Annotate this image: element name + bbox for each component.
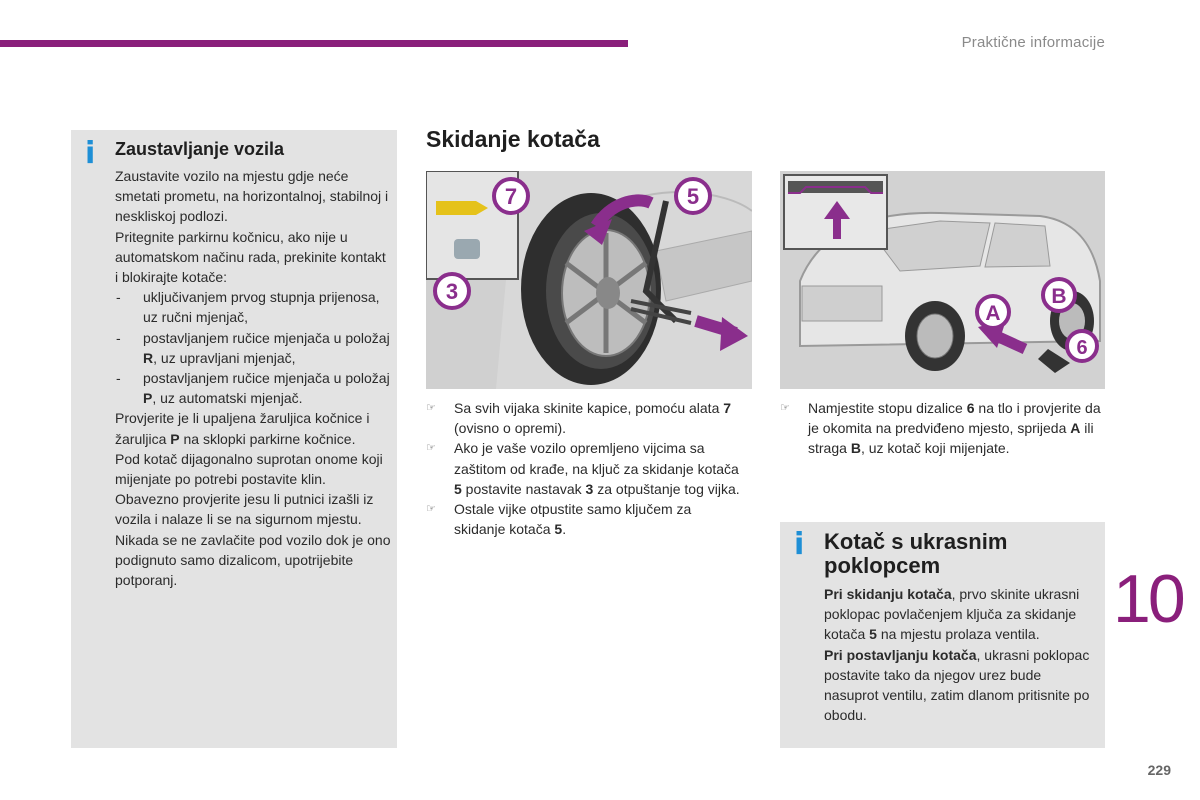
section-title: Skidanje kotača <box>426 126 600 152</box>
wheel-illustration-svg <box>426 171 752 389</box>
dash-text: postavljanjem ručice mjenjača u položaj <box>143 370 390 387</box>
bold-ref: P <box>143 390 153 407</box>
info-icon: i <box>794 527 805 562</box>
text: Namjestite stopu dizalice <box>808 400 967 416</box>
text: , uz kotač koji mijenjate. <box>860 440 1010 457</box>
dash-text: postavljanjem ručice mjenjača u položaj <box>143 329 390 346</box>
chapter-number: 10 <box>1113 561 1183 637</box>
text: za otpuštanje tog vijka. <box>593 480 740 497</box>
wheel-removal-steps <box>426 398 742 539</box>
paragraph: Pod kotač dijagonalno suprotan onome koji mijenjate po potrebi postavite klin. <box>115 450 383 488</box>
callout-label: 5 <box>686 184 700 209</box>
running-header: Praktične informacije <box>961 34 1105 51</box>
callout-label: 7 <box>504 184 518 209</box>
bold-lead: Pri skidanju kotača <box>824 586 952 602</box>
bold-ref: B <box>850 440 861 457</box>
paragraph <box>115 408 391 448</box>
callout-label: B <box>1051 285 1067 308</box>
dash-marker: - <box>116 329 121 346</box>
bold-ref: R <box>143 349 154 366</box>
text: postavite nastavak <box>461 480 586 497</box>
text: na tlo i provjerite da je okomita na predviđeno mjesto, sprijeda <box>808 400 1101 437</box>
paragraph: Nikada se ne zavlačite pod vozilo dok je ono podignuto samo dizalicom, upotrijebite potporanj. <box>115 531 391 589</box>
panel-title: Kotač s ukrasnim poklopcem <box>824 529 1008 578</box>
callout-label: A <box>985 302 1001 325</box>
pointing-hand-icon: ☞ <box>426 503 436 516</box>
info-icon: i <box>85 136 96 171</box>
bold-ref: 3 <box>585 480 594 497</box>
pointing-hand-icon: ☞ <box>780 402 790 414</box>
bullet-item <box>426 438 742 499</box>
dash-item <box>115 287 391 327</box>
dash-marker: - <box>116 370 121 387</box>
panel-title: Zaustavljanje vozila <box>115 139 285 159</box>
wheel-removal-illustration <box>426 171 752 389</box>
paragraph: Zaustavite vozilo na mjestu gdje neće smetati prometu, na horizontalnoj, stabilnoj i neskliskoj podlozi. <box>115 168 389 225</box>
pointing-hand-icon: ☞ <box>426 442 436 455</box>
bold-ref: 5 <box>554 521 563 538</box>
dash-item <box>115 368 391 408</box>
paragraph: Obavezno provjerite jesu li putnici izašli iz vozila i nalaze li se na sigurnom mjestu. <box>115 491 374 528</box>
bold-ref: 5 <box>454 480 462 497</box>
dash-text: , uz automatski mjenjač. <box>152 390 303 407</box>
dash-marker: - <box>116 289 121 306</box>
paragraph: Pritegnite parkirnu kočnicu, ako nije u automatskom načinu rada, prekinite kontakt i blokirajte kotače: <box>115 228 386 286</box>
text: na sklopki parkirne kočnice. <box>179 430 356 447</box>
jack-placement-steps <box>780 398 1102 459</box>
text: . <box>562 521 567 538</box>
bold-ref: 5 <box>869 626 877 643</box>
dash-item <box>115 328 391 368</box>
info-panel-stopping <box>71 130 397 748</box>
pointing-hand-icon: ☞ <box>426 402 436 414</box>
bold-lead: Pri postavljanju kotača <box>824 646 977 663</box>
panel-body <box>115 166 391 590</box>
bullet-item <box>780 398 1102 459</box>
info-panel-hubcap <box>780 522 1105 748</box>
dash-text: uključivanjem prvog stupnja prijenosa, uz ručni mjenjač, <box>143 289 380 326</box>
text: Ostale vijke otpustite samo ključem za skidanje kotača <box>454 501 692 538</box>
paragraph <box>824 584 1099 645</box>
bullet-item <box>426 398 742 438</box>
paragraph <box>824 645 1099 726</box>
text: ili straga <box>808 420 1094 457</box>
jack-position-illustration <box>780 171 1105 389</box>
text: Sa svih vijaka skinite kapice, pomoću alata <box>454 400 724 416</box>
text: Ako je vaše vozilo opremljeno vijcima sa zaštitom od krađe, na ključ za skidanje kotača <box>454 440 739 477</box>
text: , prvo skinite ukrasni poklopac povlačenjem ključa za skidanje kotača <box>824 586 1080 643</box>
callout-label: 3 <box>445 279 459 304</box>
text: Provjerite je li upaljena žaruljica kočnice i žaruljica <box>115 410 370 447</box>
bold-ref: 7 <box>723 400 732 416</box>
bold-ref: 6 <box>966 400 975 416</box>
text: na mjestu prolaza ventila. <box>876 626 1040 643</box>
page-number: 229 <box>1147 762 1171 778</box>
header-accent-bar <box>0 40 628 47</box>
bold-ref: P <box>170 430 180 447</box>
text: , ukrasni poklopac postavite tako da njegov urez bude nasuprot ventilu, zatim dlanom pritisnite po obodu. <box>824 646 1090 724</box>
text: (ovisno o opremi). <box>454 420 567 437</box>
dash-text: , uz upravljani mjenjač, <box>153 349 296 366</box>
callout-label: 6 <box>1076 337 1088 359</box>
bullet-item <box>426 499 742 539</box>
panel-body <box>824 584 1099 725</box>
bold-ref: A <box>1070 420 1081 437</box>
car-illustration-svg <box>780 171 1105 389</box>
